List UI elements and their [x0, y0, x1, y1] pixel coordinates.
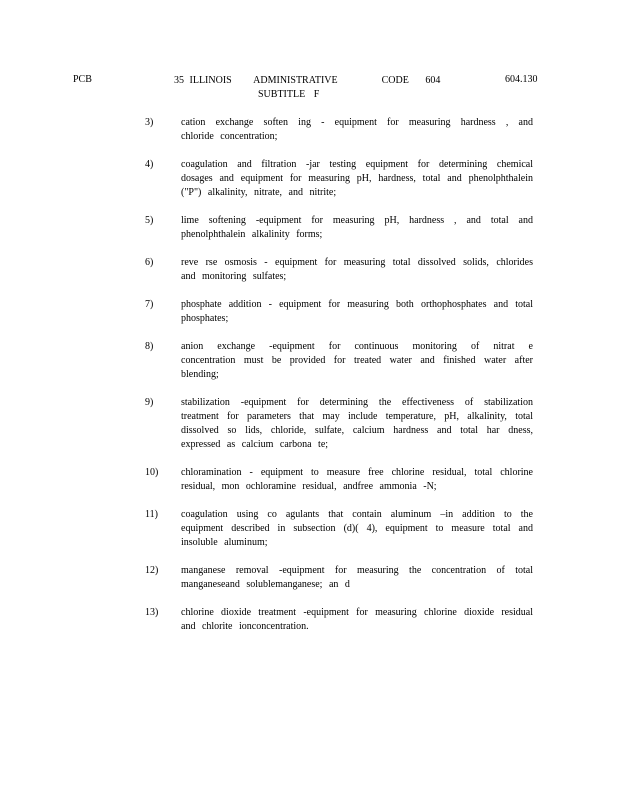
item-text: stabilization -equipment for determining the effectiveness of stabilization treatment for parameters that may include temperature, pH, alkalinity, total dissolved so lids, chloride, sulfate, calcium hardness and total har dness, expressed as calcium carbona te;: [181, 397, 533, 450]
list-item: [0, 396, 618, 452]
item-text: coagulation and filtration -jar testing equipment for determining chemical dosages and equipment for measuring pH, hardness, total and phenolphthalein ("P") alkalinity, nitrate, and nitrite;: [181, 159, 533, 198]
item-number: 6): [145, 257, 154, 268]
header-title: [174, 74, 441, 102]
item-text: chlorine dioxide treatment -equipment for measuring chlorine dioxide residual and chlorite ionconcentration.: [181, 607, 533, 632]
item-text: coagulation using co agulants that contain aluminum –in addition to the equipment described in subsection (d)( 4), equipment to measure total and insoluble aluminum;: [181, 509, 533, 548]
item-text: manganese removal -equipment for measuring the concentration of total manganeseand solublemanganese; an d: [181, 565, 533, 590]
list-item: [0, 158, 618, 200]
list-item: [0, 256, 618, 284]
list-item: [0, 340, 618, 382]
header-section-number: 604.130: [505, 74, 538, 85]
item-number: 12): [145, 565, 159, 576]
item-text: phosphate addition - equipment for measuring both orthophosphates and total phosphates;: [181, 299, 533, 324]
header-code: 35 ILLINOIS ADMINISTRATIVE CODE 604: [174, 75, 441, 86]
list-item: [0, 508, 618, 550]
item-number: 8): [145, 341, 154, 352]
item-text: reve rse osmosis - equipment for measuring total dissolved solids, chlorides and monitoring sulfates;: [181, 257, 533, 282]
item-number: 5): [145, 215, 154, 226]
item-number: 7): [145, 299, 154, 310]
item-text: anion exchange -equipment for continuous monitoring of nitrat e concentration must be provided for treated water and finished water after blending;: [181, 341, 533, 380]
header-subtitle: SUBTITLE F: [258, 89, 320, 100]
list-item: [0, 298, 618, 326]
item-number: 11): [145, 509, 158, 520]
list-item: [0, 214, 618, 242]
equipment-list: [0, 116, 618, 648]
item-text: lime softening -equipment for measuring pH, hardness , and total and phenolphthalein alkalinity forms;: [181, 215, 533, 240]
item-text: cation exchange soften ing - equipment for measuring hardness , and chloride concentration;: [181, 117, 533, 142]
item-number: 13): [145, 607, 159, 618]
item-number: 10): [145, 467, 159, 478]
header-agency: PCB: [73, 74, 92, 85]
list-item: [0, 564, 618, 592]
item-text: chloramination - equipment to measure free chlorine residual, total chlorine residual, mon ochloramine residual, andfree ammonia -N;: [181, 467, 533, 492]
item-number: 9): [145, 397, 154, 408]
item-number: 4): [145, 159, 154, 170]
list-item: [0, 116, 618, 144]
list-item: [0, 606, 618, 634]
list-item: [0, 466, 618, 494]
item-number: 3): [145, 117, 154, 128]
